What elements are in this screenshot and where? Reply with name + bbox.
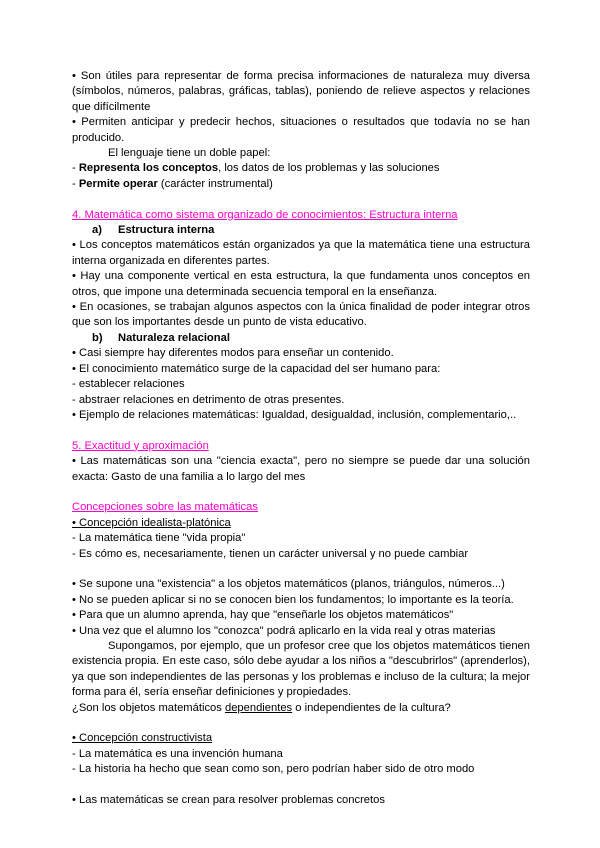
intro-bullet-2: • Permiten anticipar y predecir hechos, situaciones o resultados que todavía no se han producido. [72,116,530,144]
s4-a-bullet-3: • En ocasiones, se trabajan algunos aspectos con la única finalidad de poder integrar otros que son los importantes desde un punto de vista educativo. [72,301,530,329]
section-5-heading: 5. Exactitud y aproximación [72,439,209,452]
representa-bold: Representa los conceptos [78,162,219,175]
s4-b-line-1: • Casi siempre hay diferentes modos para enseñar un contenido. [72,347,394,360]
subsection-a-title: a) Estructura interna [92,224,215,237]
constructivista-line-3: • Las matemáticas se crean para resolver problemas concretos [72,794,385,806]
s4-a-bullet-2: • Hay una componente vertical en esta estructura, la que fundamenta unos conceptos en otros, que impone una determinada secuencia temporal en la enseñanza. [72,270,530,298]
idealista-line-2: - Es cómo es, necesariamente, tienen un carácter universal y no puede cambiar [72,547,469,560]
concepciones-heading: Concepciones sobre las matemáticas [72,501,258,514]
s5-paragraph: • Las matemáticas son una "ciencia exacta", pero no siempre se puede dar una solución exacta: Gasto de una familia a lo largo del mes [72,455,530,483]
document-page [72,69,530,808]
idealista-line-4: • No se pueden aplicar si no se conocen bien los fundamentos; lo importante es la teoría. [72,593,514,606]
idealista-line-5: • Para que un alumno aprenda, hay que "enseñarle los objetos matemáticos" [72,609,454,622]
lenguaje-line: El lenguaje tiene un doble papel: [108,147,271,160]
constructivista-line-2: - La historia ha hecho que sean como son, pero podrían haber sido de otro modo [72,763,475,776]
section-4-heading: 4. Matemática como sistema organizado de conocimientos: Estructura interna [72,208,458,221]
idealista-line-3: • Se supone una "existencia" a los objetos matemáticos (planos, triángulos, números...) [72,578,505,591]
s4-b-line-5: • Ejemplo de relaciones matemáticas: Igualdad, desigualdad, inclusión, complementario,.. [72,408,517,421]
representa-line: - Representa los conceptos, los datos de los problemas y las soluciones [72,162,440,175]
permite-line: - Permite operar (carácter instrumental) [72,177,273,190]
question-line: ¿Son los objetos matemáticos dependientes o independientes de la cultura? [72,701,451,714]
constructivista-line-1: - La matemática es una invención humana [72,747,283,760]
supongamos-paragraph: Supongamos, por ejemplo, que un profesor cree que los objetos matemáticos tienen existencia propia. En este caso, sólo debe ayudar a los niños a "descubrirlos" (aprenderlos), ya que son independientes de las personas y los problemas e incluso de la cultura; la mejor forma para él, sería enseñar definiciones y propiedades. [72,639,530,699]
idealista-line-1: - La matemática tiene "vida propia" [72,532,246,545]
idealista-line-6: • Una vez que el alumno los "conozca" podrá aplicarlo en la vida real y otras materias [72,624,496,637]
s4-b-line-2: • El conocimiento matemático surge de la capacidad del ser humano para: [72,362,441,375]
s4-b-line-3: - establecer relaciones [72,378,185,391]
permite-bold: Permite operar [78,177,158,190]
subsection-b-title: b) Naturaleza relacional [92,331,230,344]
idealista-title: • Concepción idealista-platónica [72,516,231,529]
s4-b-line-4: - abstraer relaciones en detrimento de otras presentes. [72,393,345,406]
constructivista-title: • Concepción constructivista [72,732,213,745]
s4-a-bullet-1: • Los conceptos matemáticos están organizados ya que la matemática tiene una estructura interna organizada en diferentes partes. [72,239,530,267]
intro-bullet-1: • Son útiles para representar de forma precisa informaciones de naturaleza muy diversa (símbolos, números, palabras, gráficas, tablas), poniendo de relieve aspectos y relaciones que difícilmente [72,70,530,113]
